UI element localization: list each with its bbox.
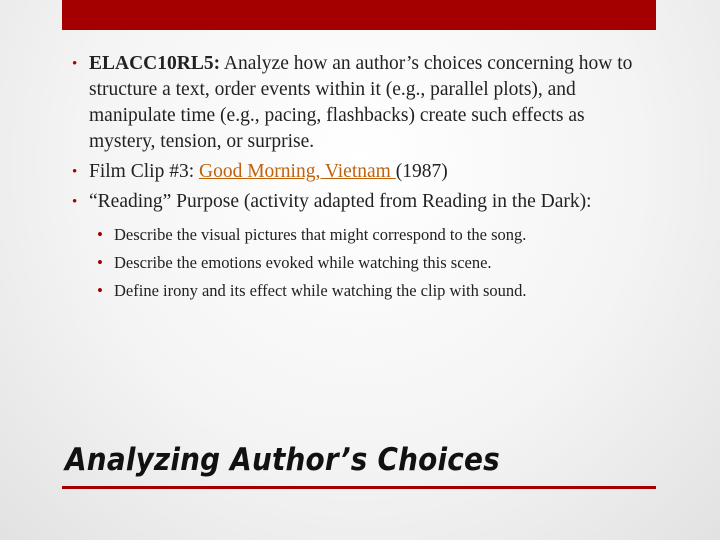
slide-title: Analyzing Author’s Choices	[65, 442, 500, 478]
sub-bullet-item	[89, 249, 652, 277]
sub-bullet-text: Define irony and its effect while watching the clip with sound.	[114, 281, 527, 300]
bullet-item-standard	[72, 51, 652, 155]
film-year: (1987)	[395, 161, 448, 182]
reading-purpose-text: “Reading” Purpose (activity adapted from Reading in the Dark):	[89, 191, 592, 212]
sub-bullet-item	[89, 221, 652, 249]
sub-bullet-list	[89, 221, 652, 305]
sub-bullet-icon: •	[97, 253, 103, 272]
top-accent-bar	[62, 0, 656, 30]
sub-bullet-text: Describe the visual pictures that might correspond to the song.	[114, 225, 527, 244]
bullet-list	[72, 51, 652, 305]
slide-body	[72, 51, 652, 309]
title-underline	[62, 486, 656, 489]
bullet-icon: •	[72, 164, 78, 180]
standard-text: Analyze how an author’s choices concerning how to structure a text, order events within it (e.g., parallel plots), and manipulate time (e.g., pacing, flashbacks) create such effects as mystery, tension, or surprise.	[89, 53, 633, 152]
sub-bullet-item	[89, 277, 652, 305]
bullet-icon: •	[72, 194, 78, 210]
film-title-link[interactable]: Good Morning, Vietnam	[198, 161, 396, 182]
sub-bullet-icon: •	[97, 225, 103, 244]
film-clip-prefix: Film Clip #3:	[89, 161, 199, 182]
sub-bullet-text: Describe the emotions evoked while watching this scene.	[114, 253, 492, 272]
bullet-item-reading-purpose	[72, 189, 652, 305]
sub-bullet-icon: •	[97, 281, 103, 300]
bullet-icon: •	[72, 56, 78, 72]
bullet-item-film-clip	[72, 159, 652, 185]
standard-code: ELACC10RL5:	[89, 53, 221, 74]
